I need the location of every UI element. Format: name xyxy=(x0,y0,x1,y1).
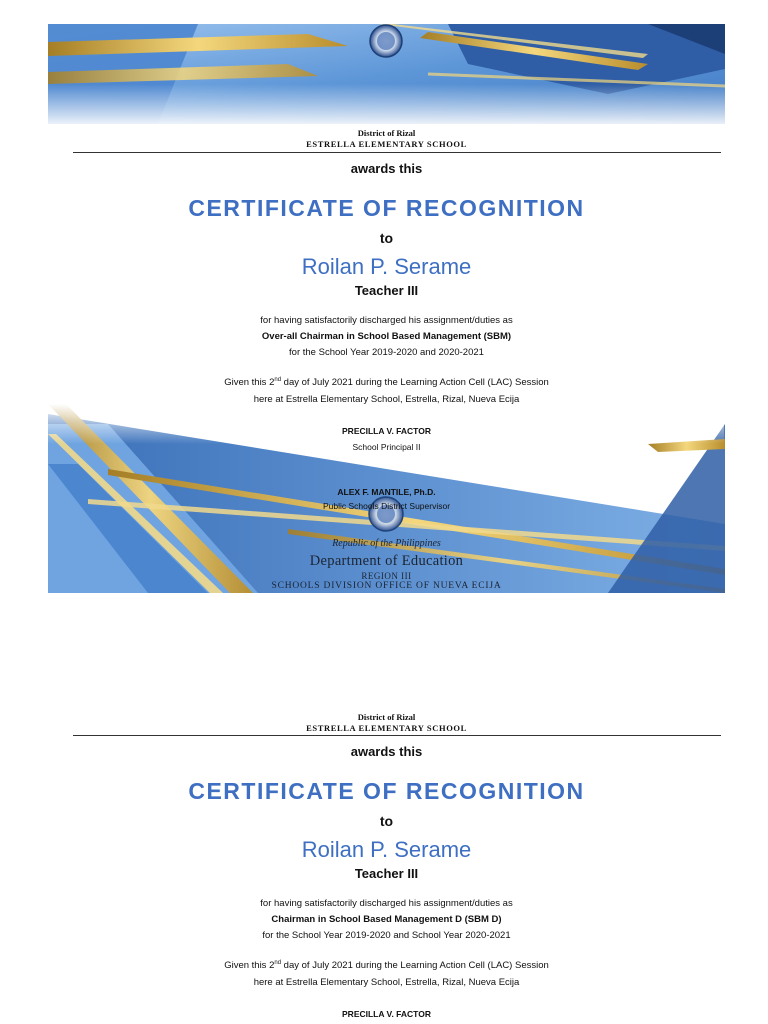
given-line-2: here at Estrella Elementary School, Estrella, Rizal, Nueva Ecija xyxy=(253,977,520,988)
citation-line-2: Over-all Chairman in School Based Management (SBM) xyxy=(261,331,512,342)
school-name: ESTRELLA ELEMENTARY SCHOOL xyxy=(306,723,467,733)
header-divider xyxy=(73,735,721,736)
recipient-position: Teacher III xyxy=(354,283,419,298)
citation-line-2: Chairman in School Based Management D (SBM D) xyxy=(271,914,502,925)
awards-text: awards this xyxy=(350,744,423,759)
deped-department: Department of Education xyxy=(309,553,464,569)
district-name: District of Rizal xyxy=(357,128,416,138)
district-name: District of Rizal xyxy=(357,712,416,722)
to-text: to xyxy=(379,813,394,829)
recipient-position: Teacher III xyxy=(354,866,419,881)
school-name: ESTRELLA ELEMENTARY SCHOOL xyxy=(306,139,467,149)
citation-line-3: for the School Year 2019-2020 and School Year 2020-2021 xyxy=(262,930,511,941)
signatory-1-name: PRECILLA V. FACTOR xyxy=(342,1009,431,1019)
certificate-title: CERTIFICATE OF RECOGNITION xyxy=(188,778,585,804)
deped-region: REGION III xyxy=(361,571,412,581)
citation-line-1: for having satisfactorily discharged his assignment/duties as xyxy=(260,898,513,909)
awards-text: awards this xyxy=(350,161,423,176)
given-line-2: here at Estrella Elementary School, Estrella, Rizal, Nueva Ecija xyxy=(253,394,520,405)
recipient-name: Roilan P. Serame xyxy=(301,837,472,862)
signatory-2-title: Public Schools District Supervisor xyxy=(322,501,451,511)
citation-line-1: for having satisfactorily discharged his assignment/duties as xyxy=(260,315,513,326)
to-text: to xyxy=(379,230,394,246)
given-line-1: Given this 2nd day of July 2021 during the Learning Action Cell (LAC) Session xyxy=(224,959,549,971)
given-line-1: Given this 2nd day of July 2021 during the Learning Action Cell (LAC) Session xyxy=(224,376,549,388)
certificate-title: CERTIFICATE OF RECOGNITION xyxy=(188,195,585,221)
signatory-1-name: PRECILLA V. FACTOR xyxy=(342,426,431,436)
signatory-1-title: School Principal II xyxy=(352,442,421,452)
citation-line-3: for the School Year 2019-2020 and 2020-2021 xyxy=(289,347,484,358)
certificate-1 xyxy=(48,24,725,593)
deped-republic: Republic of the Philippines xyxy=(332,538,441,549)
recipient-name: Roilan P. Serame xyxy=(301,254,472,279)
deped-division: SCHOOLS DIVISION OFFICE OF NUEVA ECIJA xyxy=(271,581,502,591)
certificate-2 xyxy=(48,700,725,1024)
signatory-2-name: ALEX F. MANTILE, Ph.D. xyxy=(337,487,436,497)
header-divider xyxy=(73,152,721,153)
